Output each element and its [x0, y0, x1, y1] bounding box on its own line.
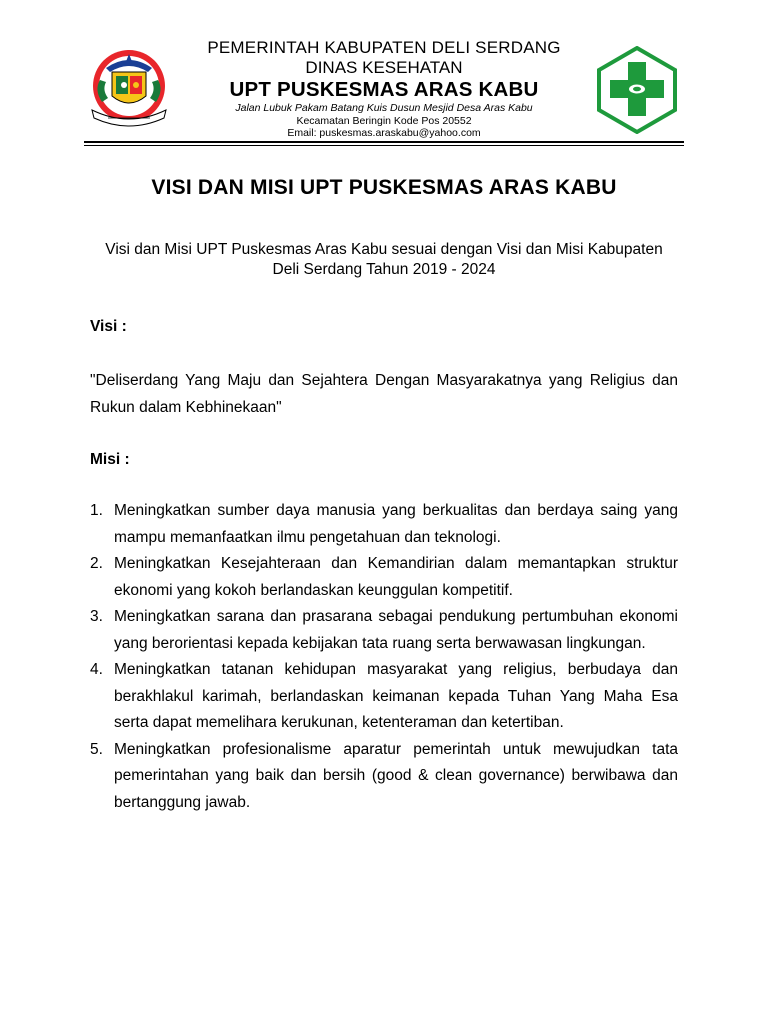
letterhead-divider-thick: [84, 141, 684, 143]
letterhead-department: DINAS KESEHATAN: [305, 58, 463, 77]
misi-item-number: 3.: [90, 608, 103, 625]
visi-statement: "Deliserdang Yang Maju dan Sejahtera Dengan Masyarakatnya yang Religius dan Rukun dalam Kebhinekaan": [90, 372, 678, 416]
misi-item-number: 5.: [90, 740, 103, 758]
letterhead-divider-thin: [84, 145, 684, 146]
letterhead-email: Email: puskesmas.araskabu@yahoo.com: [287, 127, 481, 139]
letterhead-government: PEMERINTAH KABUPATEN DELI SERDANG: [207, 38, 561, 57]
letterhead-address: Jalan Lubuk Pakam Batang Kuis Dusun Mesjid Desa Aras Kabu: [235, 102, 533, 114]
letterhead-district: Kecamatan Beringin Kode Pos 20552: [296, 114, 472, 127]
misi-list: [90, 498, 678, 816]
misi-item-text: Meningkatkan sarana dan prasarana sebagai pendukung pertumbuhan ekonomi yang berorientasi kepada kebijakan tata ruang serta berwawasan lingkungan.: [114, 608, 678, 652]
misi-item-number: 4.: [90, 661, 103, 678]
misi-item: [90, 657, 678, 737]
puskesmas-logo-icon: [597, 46, 677, 134]
letterhead-text: [178, 38, 590, 140]
document-title: VISI DAN MISI UPT PUSKESMAS ARAS KABU: [151, 176, 617, 199]
misi-item-number: 2.: [90, 555, 103, 572]
misi-heading: Misi :: [90, 451, 130, 468]
misi-item-text: Meningkatkan tatanan kehidupan masyarakat yang religius, berbudaya dan berakhlakul karimah, berlandaskan keimanan kepada Tuhan Yang Maha Esa serta dapat memelihara kerukunan, ketenteraman dan ketertiban.: [114, 661, 678, 731]
misi-item: [90, 498, 678, 551]
misi-item: [90, 551, 678, 604]
misi-item-number: 1.: [90, 502, 103, 519]
intro-paragraph: Visi dan Misi UPT Puskesmas Aras Kabu sesuai dengan Visi dan Misi Kabupaten Deli Serdang Tahun 2019 - 2024: [105, 241, 663, 278]
misi-item: [90, 604, 678, 657]
misi-item-text: Meningkatkan profesionalisme aparatur pemerintah untuk mewujudkan tata pemerintahan yang baik dan bersih (good & clean governance) berwibawa dan bertanggung jawab.: [114, 740, 678, 811]
deli-serdang-emblem-icon: [84, 44, 174, 134]
letterhead-institution: UPT PUSKESMAS ARAS KABU: [229, 78, 539, 101]
visi-heading: Visi :: [90, 318, 127, 335]
misi-item: [90, 737, 678, 817]
misi-item-text: Meningkatkan sumber daya manusia yang berkualitas dan berdaya saing yang mampu memanfaatkan ilmu pengetahuan dan teknologi.: [114, 502, 678, 546]
misi-item-text: Meningkatkan Kesejahteraan dan Kemandirian dalam memantapkan struktur ekonomi yang kokoh berlandaskan keunggulan kompetitif.: [114, 555, 678, 599]
